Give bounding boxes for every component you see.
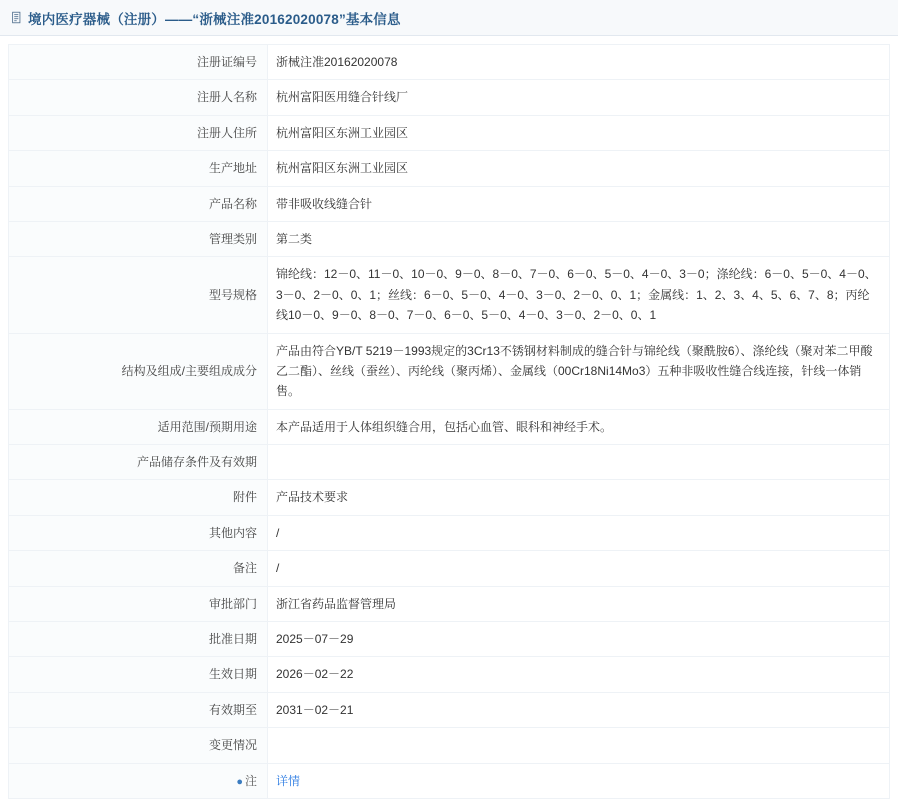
pin-icon: ● bbox=[236, 775, 243, 788]
row-value: 浙江省药品监督管理局 bbox=[268, 586, 890, 621]
detail-link[interactable]: 详情 bbox=[276, 773, 301, 788]
row-value: 产品技术要求 bbox=[268, 480, 890, 515]
row-value bbox=[268, 445, 890, 480]
row-value bbox=[268, 728, 890, 763]
row-value: 2031－02－21 bbox=[268, 692, 890, 727]
row-label: 有效期至 bbox=[9, 692, 268, 727]
table-row bbox=[9, 515, 890, 550]
row-label: 批准日期 bbox=[9, 622, 268, 657]
table-row bbox=[9, 480, 890, 515]
row-value: / bbox=[268, 515, 890, 550]
row-value: 杭州富阳区东洲工业园区 bbox=[268, 115, 890, 150]
table-row bbox=[9, 45, 890, 80]
row-label: 注册人名称 bbox=[9, 80, 268, 115]
row-label: 附件 bbox=[9, 480, 268, 515]
table-row bbox=[9, 80, 890, 115]
row-label: 适用范围/预期用途 bbox=[9, 409, 268, 444]
row-label: 型号规格 bbox=[9, 257, 268, 333]
table-row bbox=[9, 221, 890, 256]
row-value: 第二类 bbox=[268, 221, 890, 256]
table-row bbox=[9, 728, 890, 763]
table-row bbox=[9, 333, 890, 409]
row-value: 2025－07－29 bbox=[268, 622, 890, 657]
row-label: 备注 bbox=[9, 551, 268, 586]
page-title: 境内医疗器械（注册）——“浙械注准20162020078”基本信息 bbox=[28, 11, 401, 27]
row-value: 带非吸收线缝合针 bbox=[268, 186, 890, 221]
row-label: 生效日期 bbox=[9, 657, 268, 692]
row-label: 注册人住所 bbox=[9, 115, 268, 150]
note-value-cell bbox=[268, 763, 890, 799]
table-row bbox=[9, 445, 890, 480]
row-value: 浙械注准20162020078 bbox=[268, 45, 890, 80]
row-label: 变更情况 bbox=[9, 728, 268, 763]
row-value: 杭州富阳医用缝合针线厂 bbox=[268, 80, 890, 115]
row-label: 注册证编号 bbox=[9, 45, 268, 80]
table-row bbox=[9, 151, 890, 186]
table-row bbox=[9, 257, 890, 333]
table-row bbox=[9, 551, 890, 586]
row-label: 管理类别 bbox=[9, 221, 268, 256]
row-label: 生产地址 bbox=[9, 151, 268, 186]
note-label: 注 bbox=[244, 773, 257, 788]
table-row bbox=[9, 657, 890, 692]
row-value: 产品由符合YB/T 5219－1993规定的3Cr13不锈钢材料制成的缝合针与锦纶线（聚酰胺6）、涤纶线（聚对苯二甲酸乙二酯）、丝线（蚕丝）、丙纶线（聚丙烯）、金属线（00Cr18Ni14Mo3）五种非吸收性缝合线连接，针线一体销售。 bbox=[268, 333, 890, 409]
row-value: 本产品适用于人体组织缝合用，包括心血管、眼科和神经手术。 bbox=[268, 409, 890, 444]
table-row bbox=[9, 692, 890, 727]
table-row bbox=[9, 186, 890, 221]
table-row bbox=[9, 115, 890, 150]
row-value: 2026－02－22 bbox=[268, 657, 890, 692]
row-label: 结构及组成/主要组成成分 bbox=[9, 333, 268, 409]
row-label: 其他内容 bbox=[9, 515, 268, 550]
row-value: 杭州富阳区东洲工业园区 bbox=[268, 151, 890, 186]
row-label: 审批部门 bbox=[9, 586, 268, 621]
note-row bbox=[9, 763, 890, 799]
table-row bbox=[9, 409, 890, 444]
note-label-cell bbox=[9, 763, 268, 799]
row-label: 产品储存条件及有效期 bbox=[9, 445, 268, 480]
table-row bbox=[9, 586, 890, 621]
registration-info-table bbox=[8, 44, 890, 799]
page-header bbox=[0, 0, 898, 36]
row-value: 锦纶线：12－0、11－0、10－0、9－0、8－0、7－0、6－0、5－0、4－0、3－0；涤纶线：6－0、5－0、4－0、3－0、2－0、0、1；丝线：6－0、5－0、4－0、3－0、2－0、0、1；金属线：1、2、3、4、5、6、7、8；丙纶线10－0、9－0、8－0、7－0、6－0、5－0、4－0、3－0、2－0、0、1 bbox=[268, 257, 890, 333]
row-label: 产品名称 bbox=[9, 186, 268, 221]
table-row bbox=[9, 622, 890, 657]
row-value: / bbox=[268, 551, 890, 586]
document-icon bbox=[10, 11, 24, 25]
